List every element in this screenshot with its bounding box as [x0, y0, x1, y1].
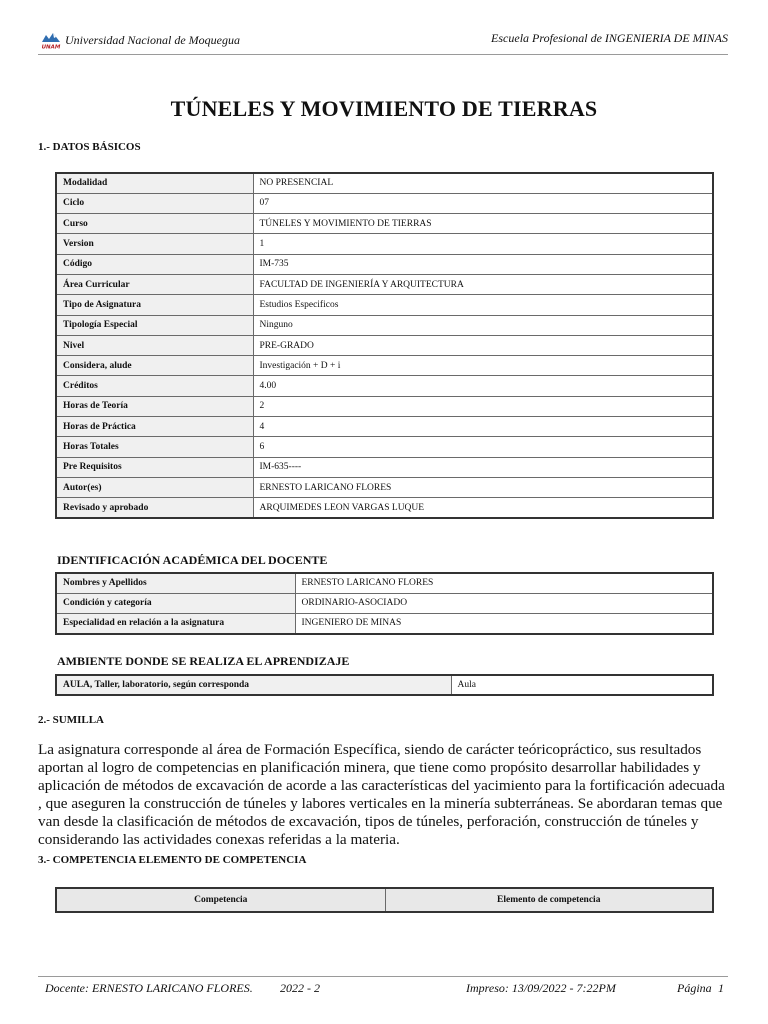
- basic-data-value: IM-735: [253, 254, 713, 274]
- basic-data-value: 6: [253, 437, 713, 457]
- basic-data-value: PRE-GRADO: [253, 335, 713, 355]
- basic-data-label: Código: [56, 254, 253, 274]
- table-row: [56, 573, 713, 593]
- footer-page-label: Página: [677, 981, 712, 995]
- basic-data-label: Créditos: [56, 376, 253, 396]
- basic-data-label: Considera, alude: [56, 356, 253, 376]
- basic-data-label: Version: [56, 234, 253, 254]
- page-title: TÚNELES Y MOVIMIENTO DE TIERRAS: [170, 96, 598, 121]
- basic-data-value: 1: [253, 234, 713, 254]
- table-row: [56, 437, 713, 457]
- table-row: [56, 254, 713, 274]
- footer-page-number: 1: [718, 981, 724, 995]
- basic-data-value: TÚNELES Y MOVIMIENTO DE TIERRAS: [253, 214, 713, 234]
- svg-text:UNAM: UNAM: [41, 44, 61, 50]
- elemento-column-header: Elemento de competencia: [385, 888, 713, 912]
- docente-value: INGENIERO DE MINAS: [295, 614, 713, 634]
- table-row: [56, 315, 713, 335]
- basic-data-value: Estudios Especificos: [253, 295, 713, 315]
- competencia-table: [55, 887, 714, 913]
- basic-data-value: Investigación + D + i: [253, 356, 713, 376]
- table-row: [56, 335, 713, 355]
- basic-data-label: Nivel: [56, 335, 253, 355]
- table-row: [56, 498, 713, 518]
- basic-data-label: Tipo de Asignatura: [56, 295, 253, 315]
- basic-data-label: Área Curricular: [56, 274, 253, 294]
- ambiente-heading: AMBIENTE DONDE SE REALIZA EL APRENDIZAJE: [57, 654, 350, 668]
- sumilla-paragraph: La asignatura corresponde al área de Formación Específica, siendo de carácter teóricopráctico, sus resultados aportan al logro de competencias en planificación minera, que tiene como propósito desarrollar habilidades y aplicación de métodos de excavación de acorde a las características del yacimiento para la fortificación adecuada , que aseguren la construcción de túneles y labores verticales en la minería subterráneas. Se abordaran temas que van desde la clasificación de métodos de excavación, tipos de túneles, perforación, construcción de túneles y considerando las actividades conexas referidas a la materia.: [38, 741, 725, 848]
- ambiente-label: AULA, Taller, laboratorio, según corresponda: [56, 675, 451, 695]
- university-logo-icon: [40, 30, 62, 50]
- footer-docente: Docente: ERNESTO LARICANO FLORES.: [45, 981, 253, 995]
- footer-period: 2022 - 2: [280, 981, 320, 995]
- basic-data-label: Revisado y aprobado: [56, 498, 253, 518]
- docente-label: Condición y categoría: [56, 593, 295, 613]
- table-row: [56, 417, 713, 437]
- basic-data-value: FACULTAD DE INGENIERÍA Y ARQUITECTURA: [253, 274, 713, 294]
- ambiente-table: [55, 674, 714, 696]
- basic-data-value: ERNESTO LARICANO FLORES: [253, 477, 713, 497]
- basic-data-value: 4: [253, 417, 713, 437]
- basic-data-table: [55, 172, 714, 519]
- table-row: [56, 675, 713, 695]
- table-row: [56, 376, 713, 396]
- basic-data-value: IM-635----: [253, 457, 713, 477]
- school-name: Escuela Profesional de INGENIERIA DE MINAS: [491, 31, 728, 45]
- table-row: [56, 614, 713, 634]
- basic-data-label: Tipología Especial: [56, 315, 253, 335]
- basic-data-value: ARQUIMEDES LEON VARGAS LUQUE: [253, 498, 713, 518]
- section-competencia-heading: 3.- COMPETENCIA ELEMENTO DE COMPETENCIA: [38, 854, 307, 866]
- page-footer: [38, 976, 728, 999]
- basic-data-value: NO PRESENCIAL: [253, 173, 713, 193]
- table-row: [56, 295, 713, 315]
- table-row: [56, 274, 713, 294]
- docente-label: Especialidad en relación a la asignatura: [56, 614, 295, 634]
- university-name: Universidad Nacional de Moquegua: [65, 32, 240, 47]
- table-header-row: [56, 888, 713, 912]
- basic-data-label: Ciclo: [56, 193, 253, 213]
- table-row: [56, 234, 713, 254]
- table-row: [56, 396, 713, 416]
- docente-heading: IDENTIFICACIÓN ACADÉMICA DEL DOCENTE: [57, 553, 328, 567]
- section-datos-basicos-heading: 1.- DATOS BÁSICOS: [38, 141, 141, 153]
- footer-impreso: Impreso: 13/09/2022 - 7:22PM: [466, 981, 616, 995]
- basic-data-value: 2: [253, 396, 713, 416]
- table-row: [56, 457, 713, 477]
- page-header: [38, 26, 728, 55]
- basic-data-value: 07: [253, 193, 713, 213]
- basic-data-label: Pre Requisitos: [56, 457, 253, 477]
- basic-data-value: 4.00: [253, 376, 713, 396]
- basic-data-label: Horas de Práctica: [56, 417, 253, 437]
- section-sumilla-heading: 2.- SUMILLA: [38, 714, 105, 726]
- basic-data-label: Modalidad: [56, 173, 253, 193]
- table-row: [56, 477, 713, 497]
- table-row: [56, 193, 713, 213]
- table-row: [56, 173, 713, 193]
- basic-data-label: Autor(es): [56, 477, 253, 497]
- docente-label: Nombres y Apellidos: [56, 573, 295, 593]
- competencia-column-header: Competencia: [56, 888, 385, 912]
- docente-value: ERNESTO LARICANO FLORES: [295, 573, 713, 593]
- basic-data-label: Horas Totales: [56, 437, 253, 457]
- basic-data-value: Ninguno: [253, 315, 713, 335]
- table-row: [56, 593, 713, 613]
- docente-value: ORDINARIO-ASOCIADO: [295, 593, 713, 613]
- basic-data-label: Horas de Teoría: [56, 396, 253, 416]
- docente-table: [55, 572, 714, 635]
- header-left: [40, 30, 240, 50]
- table-row: [56, 356, 713, 376]
- basic-data-label: Curso: [56, 214, 253, 234]
- table-row: [56, 214, 713, 234]
- ambiente-value: Aula: [451, 675, 713, 695]
